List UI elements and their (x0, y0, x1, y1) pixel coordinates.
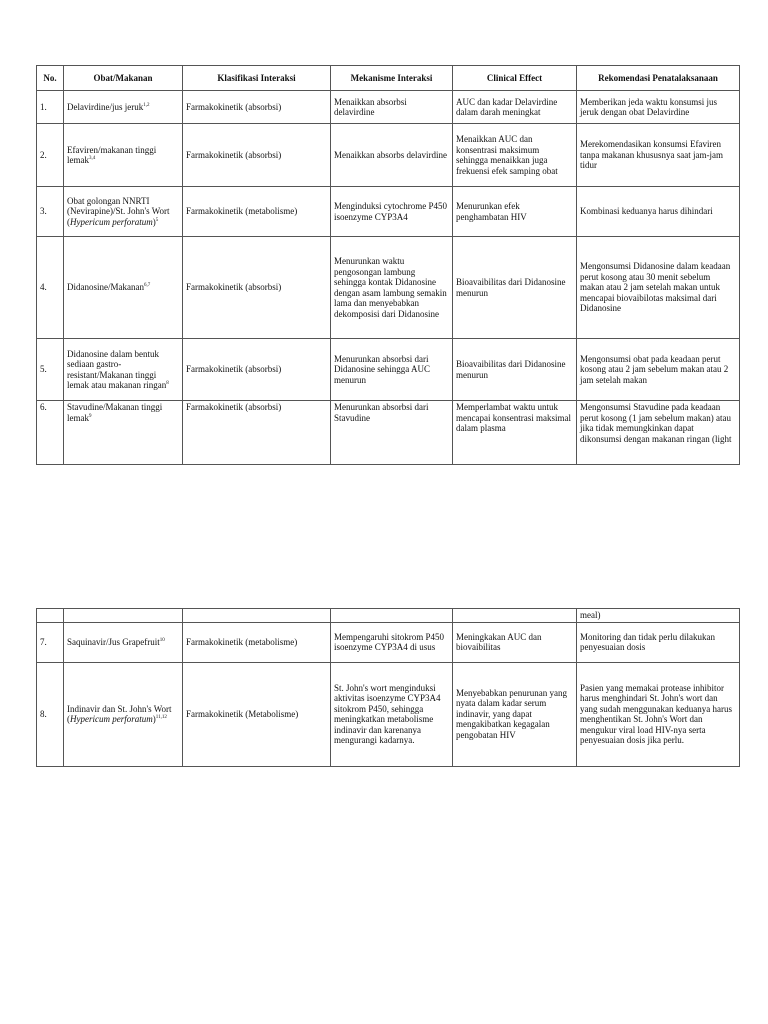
table-row (37, 187, 740, 237)
reference-superscript: 3,4 (89, 156, 96, 161)
recommendation-cell: Pasien yang memakai protease inhibitor harus menghindari St. John's wort dan yang sudah menggunakan keduanya harus menghentikan St. John's Wort dan mengukur viral load HIV-nya serta penyesuaian dosis jika perlu. (577, 662, 740, 766)
drug-food-cell: Delavirdine/jus jeruk$^{1,2}$ (64, 91, 183, 124)
row-number: 5. (37, 339, 64, 401)
drug-food-cell: Didanosine/Makanan$^{6,7}$ (64, 237, 183, 339)
classification-cell: Farmakokinetik (absorbsi) (183, 339, 331, 401)
table-row (37, 91, 740, 124)
table-row (37, 401, 740, 465)
reference-superscript: 6,7 (143, 283, 151, 289)
recommendation-cell: Kombinasi keduanya harus dihindari (577, 187, 740, 237)
reference-superscript: 11,12 (155, 715, 167, 720)
header-mekanisme: Mekanisme Interaksi (331, 66, 453, 91)
clinical-effect-cell: AUC dan kadar Delavirdine dalam darah meningkat (453, 91, 577, 124)
classification-cell: Farmakokinetik (absorbsi) (183, 401, 331, 465)
recommendation-cell: Memberikan jeda waktu konsumsi jus jeruk dengan obat Delavirdine (577, 91, 740, 124)
continuation-text: meal) (577, 609, 740, 623)
mechanism-cell: Menginduksi cytochrome P450 isoenzyme CYP3A4 (331, 187, 453, 237)
mechanism-cell: Menurunkan absorbsi dari Didanosine sehingga AUC menurun (331, 339, 453, 401)
classification-cell: Farmakokinetik (absorbsi) (183, 124, 331, 187)
row-number: 6. (37, 401, 64, 465)
table-header-row (37, 66, 740, 91)
clinical-effect-cell: Menaikkan AUC dan konsentrasi maksimum sehingga menaikkan juga frekuensi efek samping obat (453, 124, 577, 187)
row-number: 4. (37, 237, 64, 339)
mechanism-cell: Menaikkan absorbs delavirdine (331, 124, 453, 187)
recommendation-cell: Mengonsumsi obat pada keadaan perut kosong atau 2 jam sebelum makan atau 2 jam setelah makan (577, 339, 740, 401)
recommendation-cell: Merekomendasikan konsumsi Efaviren tanpa makanan khususnya saat jam-jam tidur (577, 124, 740, 187)
reference-superscript: 10 (159, 637, 165, 643)
row-number: 3. (37, 187, 64, 237)
reference-superscript: 8 (166, 381, 169, 386)
mechanism-cell: Menurunkan waktu pengosongan lambung sehingga kontak Didanosine dengan asam lambung semakin lama dan menyebabkan dekomposisi dari Didanosine (331, 237, 453, 339)
header-klasifikasi: Klasifikasi Interaksi (183, 66, 331, 91)
drug-food-cell: Efaviren/makanan tinggi lemak$^{3,4}$ (64, 124, 183, 187)
drug-food-cell: Saquinavir/Jus Grapefruit$^{10}$ (64, 622, 183, 662)
table-row (37, 662, 740, 766)
row-number: 2. (37, 124, 64, 187)
continuation-row (37, 609, 740, 623)
table-row (37, 237, 740, 339)
clinical-effect-cell: Menyebabkan penurunan yang nyata dalam kadar serum indinavir, yang dapat mengakibatkan kegagalan pengobatan HIV (453, 662, 577, 766)
clinical-effect-cell: Bioavaibilitas dari Didanosine menurun (453, 339, 577, 401)
table-row (37, 339, 740, 401)
clinical-effect-cell: Menurunkan efek penghambatan HIV (453, 187, 577, 237)
drug-food-cell: Indinavir dan St. John's Wort (Hypericum perforatum)$^{11,12}$ (64, 662, 183, 766)
reference-superscript: 9 (89, 413, 92, 419)
header-rekomendasi: Rekomendasi Penatalaksanaan (577, 66, 740, 91)
mechanism-cell: Mempengaruhi sitokrom P450 isoenzyme CYP3A4 di usus (331, 622, 453, 662)
recommendation-cell: Mengonsumsi Didanosine dalam keadaan perut kosong atau 30 menit sebelum makan atau 2 jam setelah makan untuk mencapai biovaibilotas maksimal dari Didanosine (577, 237, 740, 339)
reference-superscript: 5 (155, 217, 159, 223)
recommendation-cell: Mengonsumsi Stavudine pada keadaan perut kosong (1 jam sebelum makan) atau jika tidak memungkinkan dapat dikonsumsi dengan makanan ringan (light (577, 401, 740, 465)
classification-cell: Farmakokinetik (absorbsi) (183, 237, 331, 339)
drug-food-cell: Stavudine/Makanan tinggi lemak$^9$ (64, 401, 183, 465)
drug-food-cell: Didanosine dalam bentuk sediaan gastro-resistant/Makanan tinggi lemak atau makanan ringan$^8$ (64, 339, 183, 401)
interaction-table-page-1 (36, 65, 740, 465)
clinical-effect-cell: Meningkakan AUC dan biovaibilitas (453, 622, 577, 662)
table-row (37, 124, 740, 187)
classification-cell: Farmakokinetik (metabolisme) (183, 187, 331, 237)
clinical-effect-cell: Bioavaibilitas dari Didanosine menurun (453, 237, 577, 339)
drug-food-cell: Obat golongan NNRTI (Nevirapine)/St. John's Wort (Hypericum perforatum)$^5$ (64, 187, 183, 237)
header-obat-makanan: Obat/Makanan (64, 66, 183, 91)
mechanism-cell: St. John's wort menginduksi aktivitas isoenzyme CYP3A4 sitokrom P450, sehingga meningkatkan metabolisme indinavir dan karenanya mengurangi kadarnya. (331, 662, 453, 766)
classification-cell: Farmakokinetik (absorbsi) (183, 91, 331, 124)
interaction-table-page-2 (36, 608, 740, 767)
row-number: 8. (37, 662, 64, 766)
recommendation-cell: Monitoring dan tidak perlu dilakukan penyesuaian dosis (577, 622, 740, 662)
latin-name: Hypericum perforatum (70, 714, 153, 724)
row-number: 7. (37, 622, 64, 662)
header-clinical-effect: Clinical Effect (453, 66, 577, 91)
classification-cell: Farmakokinetik (metabolisme) (183, 622, 331, 662)
row-number: 1. (37, 91, 64, 124)
clinical-effect-cell: Memperlambat waktu untuk mencapai konsentrasi maksimal dalam plasma (453, 401, 577, 465)
mechanism-cell: Menurunkan absorbsi dari Stavudine (331, 401, 453, 465)
latin-name: Hypericum perforatum (70, 216, 153, 227)
header-no: No. (37, 66, 64, 91)
table-row (37, 622, 740, 662)
classification-cell: Farmakokinetik (Metabolisme) (183, 662, 331, 766)
mechanism-cell: Menaikkan absorbsi delavirdine (331, 91, 453, 124)
reference-superscript: 1,2 (143, 102, 150, 108)
